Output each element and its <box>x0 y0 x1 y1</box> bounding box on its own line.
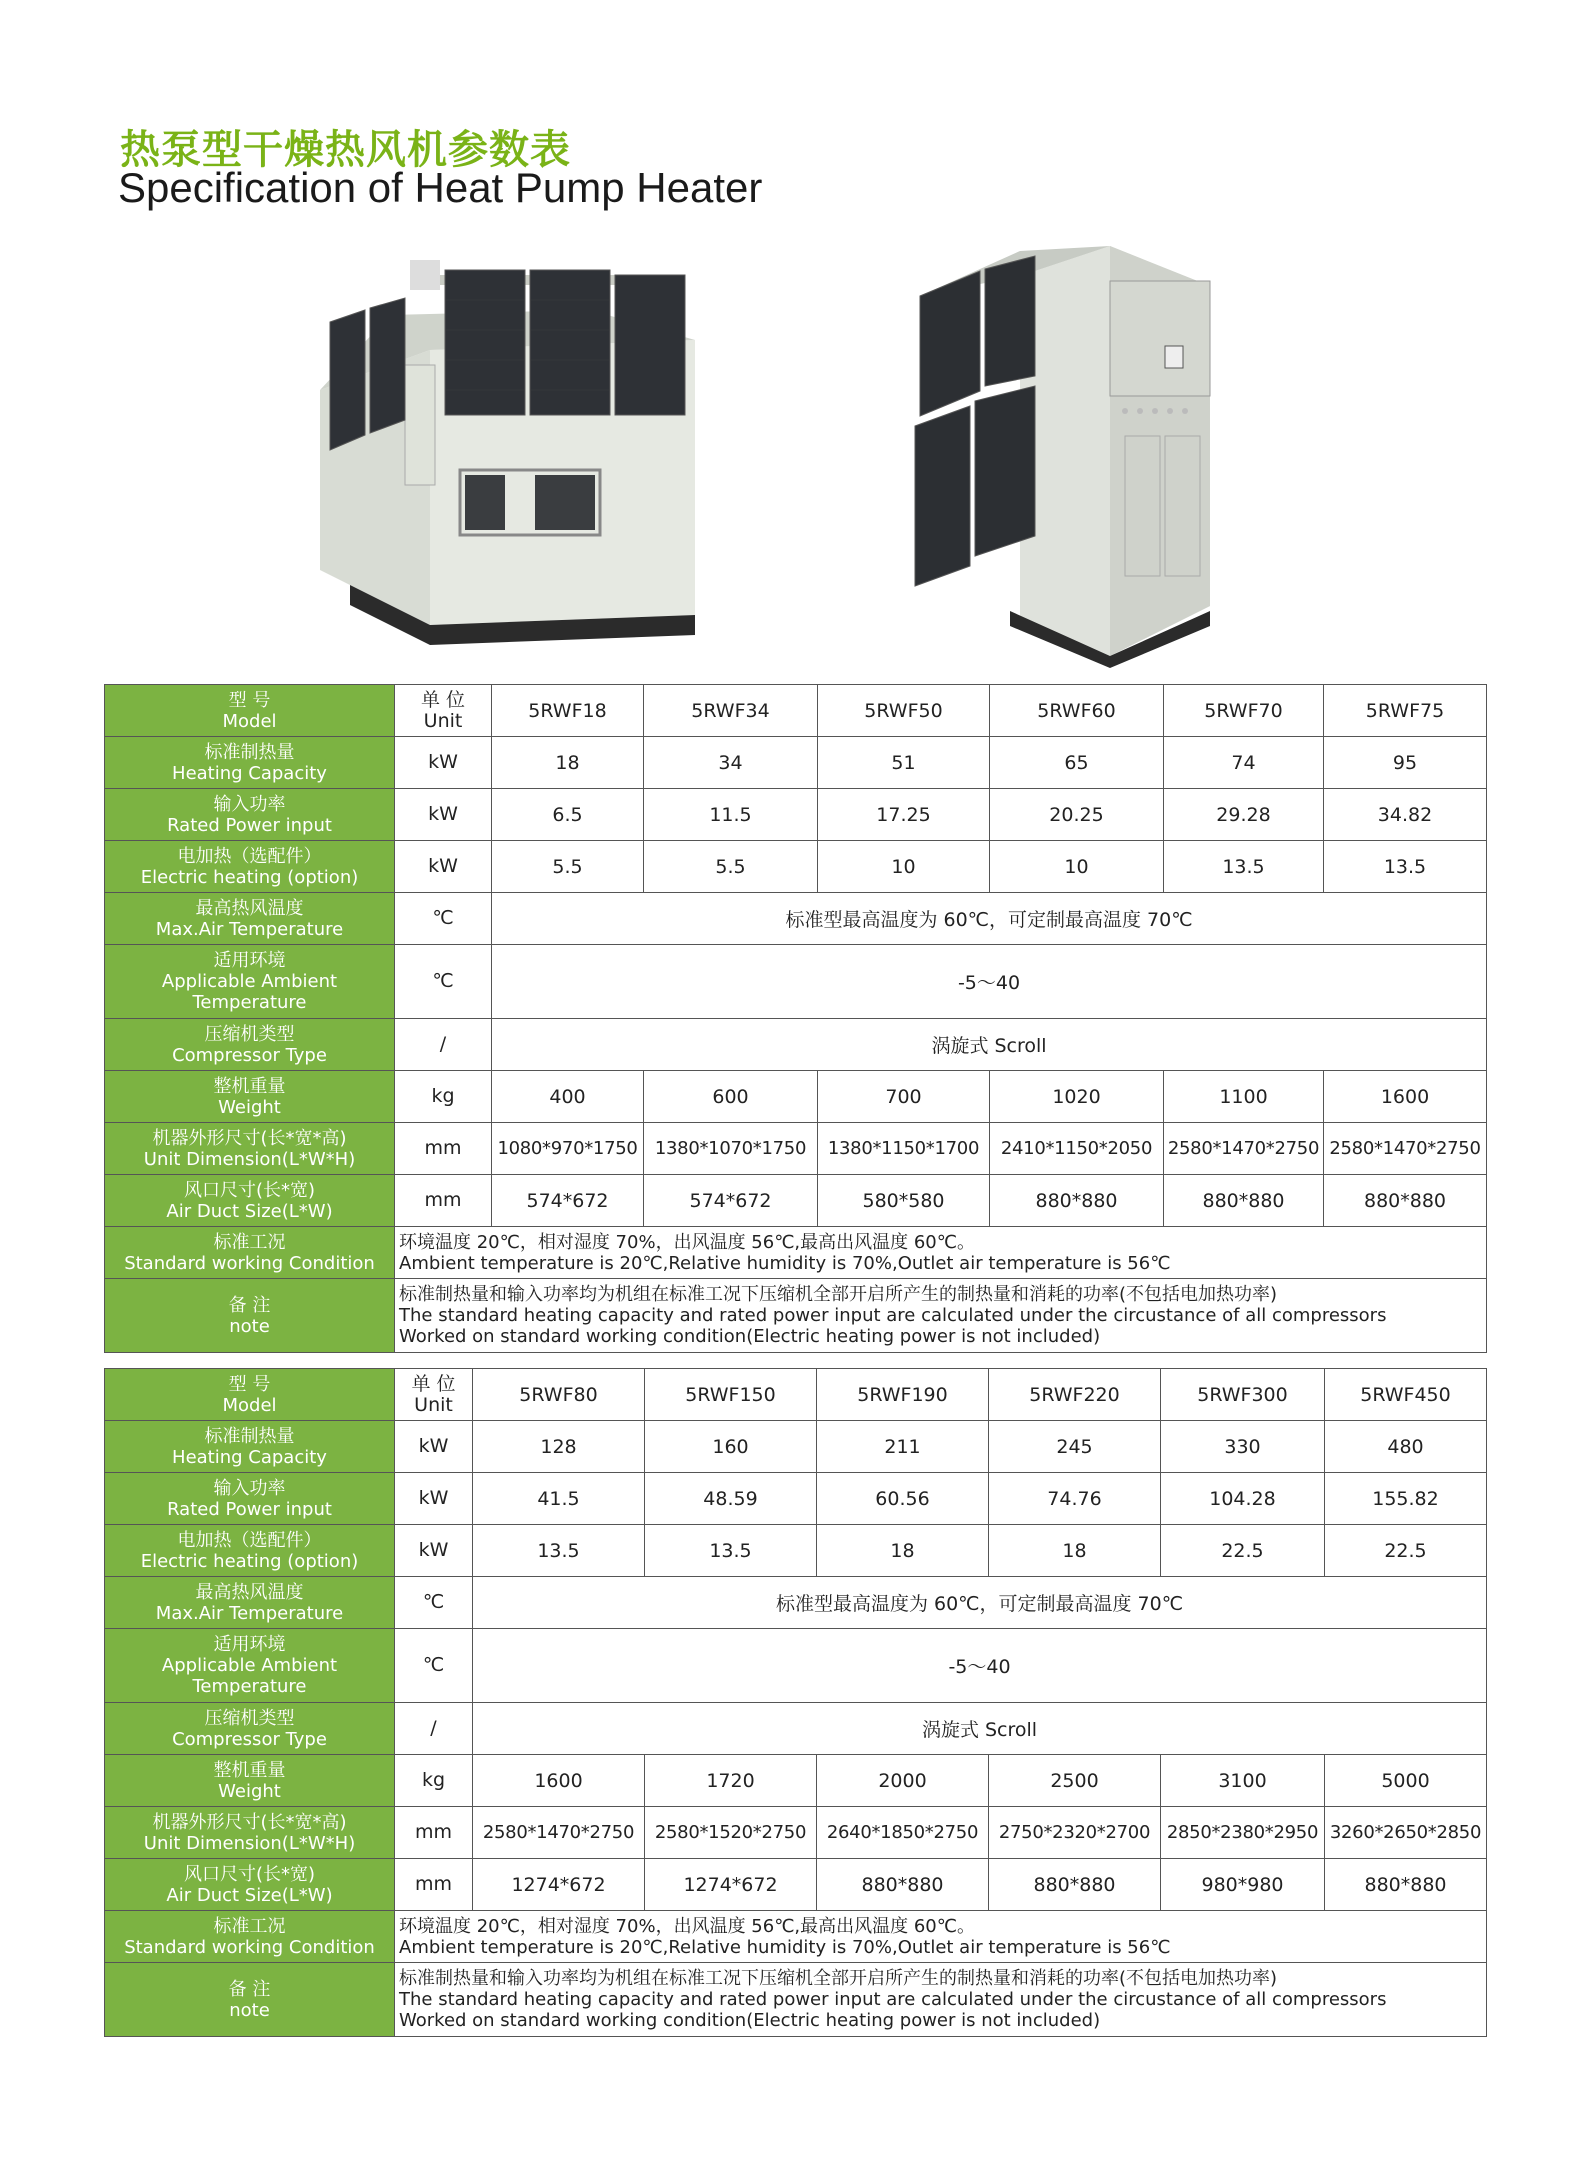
model-cell: 5RWF70 <box>1164 685 1324 737</box>
ambient-value: -5～40 <box>473 1629 1487 1703</box>
value-cell: 980*980 <box>1161 1859 1325 1911</box>
value-cell: 2000 <box>817 1755 989 1807</box>
value-cell: 29.28 <box>1164 789 1324 841</box>
unit-cell: / <box>395 1019 492 1071</box>
row-dimension <box>105 1123 1487 1175</box>
value-cell: 1274*672 <box>473 1859 645 1911</box>
value-cell: 5000 <box>1325 1755 1487 1807</box>
value-cell: 3100 <box>1161 1755 1325 1807</box>
unit-cell: kg <box>395 1071 492 1123</box>
page-title-cn: 热泵型干燥热风机参数表 <box>120 127 571 173</box>
row-condition <box>105 1227 1487 1279</box>
row-model <box>105 685 1487 737</box>
label-dimension: 机器外形尺寸(长*宽*高) Unit Dimension(L*W*H) <box>105 1807 395 1859</box>
label-weight: 整机重量 Weight <box>105 1071 395 1123</box>
value-cell: 34.82 <box>1324 789 1487 841</box>
label-power: 输入功率 Rated Power input <box>105 1473 395 1525</box>
row-ambient <box>105 945 1487 1019</box>
value-cell: 1080*970*1750 <box>492 1123 644 1175</box>
unit-cell: mm <box>395 1175 492 1227</box>
unit-cell: kW <box>395 789 492 841</box>
value-cell: 880*880 <box>1164 1175 1324 1227</box>
model-cell: 5RWF75 <box>1324 685 1487 737</box>
label-heating: 电加热（选配件） Electric heating (option) <box>105 841 395 893</box>
value-cell: 160 <box>645 1421 817 1473</box>
label-duct: 风口尺寸(长*宽) Air Duct Size(L*W) <box>105 1859 395 1911</box>
value-cell: 1600 <box>1324 1071 1487 1123</box>
value-cell: 1380*1070*1750 <box>644 1123 818 1175</box>
value-cell: 880*880 <box>1325 1859 1487 1911</box>
value-cell: 245 <box>989 1421 1161 1473</box>
label-model: 型 号 Model <box>105 1369 395 1421</box>
maxtemp-value: 标准型最高温度为 60℃，可定制最高温度 70℃ <box>473 1577 1487 1629</box>
value-cell: 155.82 <box>1325 1473 1487 1525</box>
value-cell: 13.5 <box>645 1525 817 1577</box>
value-cell: 574*672 <box>492 1175 644 1227</box>
model-cell: 5RWF450 <box>1325 1369 1487 1421</box>
unit-cell: ℃ <box>395 893 492 945</box>
value-cell: 95 <box>1324 737 1487 789</box>
label-maxtemp: 最高热风温度 Max.Air Temperature <box>105 1577 395 1629</box>
row-heating <box>105 1525 1487 1577</box>
value-cell: 74.76 <box>989 1473 1161 1525</box>
value-cell: 330 <box>1161 1421 1325 1473</box>
label-compressor: 压缩机类型 Compressor Type <box>105 1703 395 1755</box>
value-cell: 5.5 <box>492 841 644 893</box>
value-cell: 400 <box>492 1071 644 1123</box>
value-cell: 880*880 <box>1324 1175 1487 1227</box>
label-capacity: 标准制热量 Heating Capacity <box>105 1421 395 1473</box>
value-cell: 2850*2380*2950 <box>1161 1807 1325 1859</box>
value-cell: 880*880 <box>990 1175 1164 1227</box>
unit-header: 单 位 Unit <box>395 1369 473 1421</box>
value-cell: 2580*1520*2750 <box>645 1807 817 1859</box>
value-cell: 13.5 <box>1324 841 1487 893</box>
compressor-value: 涡旋式 Scroll <box>473 1703 1487 1755</box>
label-heating: 电加热（选配件） Electric heating (option) <box>105 1525 395 1577</box>
value-cell: 1380*1150*1700 <box>818 1123 990 1175</box>
value-cell: 1600 <box>473 1755 645 1807</box>
row-model <box>105 1369 1487 1421</box>
model-cell: 5RWF34 <box>644 685 818 737</box>
unit-cell: / <box>395 1703 473 1755</box>
row-compressor <box>105 1019 1487 1071</box>
row-capacity <box>105 737 1487 789</box>
value-cell: 2500 <box>989 1755 1161 1807</box>
product-photo-large-unit <box>310 240 710 660</box>
note-text: 标准制热量和输入功率均为机组在标准工况下压缩机全部开启所产生的制热量和消耗的功率(不包括电加热功率) The standard heating capacity and rated power input are calculated under the circustance of all compressors Worked on standard working condition(Electric heating power is not included) <box>395 1279 1487 1353</box>
unit-cell: kW <box>395 841 492 893</box>
condition-text: 环境温度 20℃，相对湿度 70%，出风温度 56℃,最高出风温度 60℃。 Ambient temperature is 20℃,Relative humidity is 70%,Outlet air temperature is 56℃ <box>395 1911 1487 1963</box>
row-condition <box>105 1911 1487 1963</box>
label-note: 备 注 note <box>105 1963 395 2037</box>
value-cell: 5.5 <box>644 841 818 893</box>
value-cell: 22.5 <box>1325 1525 1487 1577</box>
value-cell: 3260*2650*2850 <box>1325 1807 1487 1859</box>
model-cell: 5RWF300 <box>1161 1369 1325 1421</box>
value-cell: 13.5 <box>473 1525 645 1577</box>
row-power <box>105 1473 1487 1525</box>
unit-cell: mm <box>395 1123 492 1175</box>
compressor-value: 涡旋式 Scroll <box>492 1019 1487 1071</box>
unit-cell: mm <box>395 1807 473 1859</box>
label-power: 输入功率 Rated Power input <box>105 789 395 841</box>
value-cell: 880*880 <box>817 1859 989 1911</box>
row-maxtemp <box>105 893 1487 945</box>
note-text: 标准制热量和输入功率均为机组在标准工况下压缩机全部开启所产生的制热量和消耗的功率(不包括电加热功率) The standard heating capacity and rated power input are calculated under the circustance of all compressors Worked on standard working condition(Electric heating power is not included) <box>395 1963 1487 2037</box>
value-cell: 11.5 <box>644 789 818 841</box>
value-cell: 1020 <box>990 1071 1164 1123</box>
value-cell: 34 <box>644 737 818 789</box>
condition-text: 环境温度 20℃，相对湿度 70%，出风温度 56℃,最高出风温度 60℃。 Ambient temperature is 20℃,Relative humidity is 70%,Outlet air temperature is 56℃ <box>395 1227 1487 1279</box>
label-note: 备 注 note <box>105 1279 395 1353</box>
row-note <box>105 1963 1487 2037</box>
row-weight <box>105 1755 1487 1807</box>
row-capacity <box>105 1421 1487 1473</box>
value-cell: 574*672 <box>644 1175 818 1227</box>
unit-cell: kW <box>395 737 492 789</box>
value-cell: 2580*1470*2750 <box>1324 1123 1487 1175</box>
value-cell: 211 <box>817 1421 989 1473</box>
row-dimension <box>105 1807 1487 1859</box>
spec-table-2 <box>104 1368 1487 2037</box>
value-cell: 18 <box>989 1525 1161 1577</box>
model-cell: 5RWF190 <box>817 1369 989 1421</box>
row-power <box>105 789 1487 841</box>
value-cell: 6.5 <box>492 789 644 841</box>
row-duct <box>105 1859 1487 1911</box>
unit-cell: mm <box>395 1859 473 1911</box>
value-cell: 1720 <box>645 1755 817 1807</box>
value-cell: 580*580 <box>818 1175 990 1227</box>
unit-cell: ℃ <box>395 1577 473 1629</box>
unit-cell: kW <box>395 1525 473 1577</box>
label-ambient: 适用环境 Applicable Ambient Temperature <box>105 1629 395 1703</box>
value-cell: 2580*1470*2750 <box>473 1807 645 1859</box>
row-ambient <box>105 1629 1487 1703</box>
value-cell: 60.56 <box>817 1473 989 1525</box>
unit-cell: kW <box>395 1473 473 1525</box>
spec-table-1 <box>104 684 1487 1353</box>
model-cell: 5RWF80 <box>473 1369 645 1421</box>
label-weight: 整机重量 Weight <box>105 1755 395 1807</box>
value-cell: 2580*1470*2750 <box>1164 1123 1324 1175</box>
row-heating <box>105 841 1487 893</box>
row-duct <box>105 1175 1487 1227</box>
value-cell: 480 <box>1325 1421 1487 1473</box>
value-cell: 20.25 <box>990 789 1164 841</box>
label-condition: 标准工况 Standard working Condition <box>105 1911 395 1963</box>
value-cell: 41.5 <box>473 1473 645 1525</box>
unit-header: 单 位 Unit <box>395 685 492 737</box>
value-cell: 18 <box>817 1525 989 1577</box>
value-cell: 1274*672 <box>645 1859 817 1911</box>
label-dimension: 机器外形尺寸(长*宽*高) Unit Dimension(L*W*H) <box>105 1123 395 1175</box>
value-cell: 51 <box>818 737 990 789</box>
value-cell: 74 <box>1164 737 1324 789</box>
unit-cell: ℃ <box>395 1629 473 1703</box>
value-cell: 2640*1850*2750 <box>817 1807 989 1859</box>
label-ambient: 适用环境 Applicable Ambient Temperature <box>105 945 395 1019</box>
maxtemp-value: 标准型最高温度为 60℃，可定制最高温度 70℃ <box>492 893 1487 945</box>
model-cell: 5RWF50 <box>818 685 990 737</box>
value-cell: 128 <box>473 1421 645 1473</box>
unit-cell: kg <box>395 1755 473 1807</box>
label-capacity: 标准制热量 Heating Capacity <box>105 737 395 789</box>
label-model: 型 号 Model <box>105 685 395 737</box>
value-cell: 104.28 <box>1161 1473 1325 1525</box>
value-cell: 2750*2320*2700 <box>989 1807 1161 1859</box>
value-cell: 1100 <box>1164 1071 1324 1123</box>
model-cell: 5RWF220 <box>989 1369 1161 1421</box>
value-cell: 48.59 <box>645 1473 817 1525</box>
model-cell: 5RWF18 <box>492 685 644 737</box>
value-cell: 880*880 <box>989 1859 1161 1911</box>
unit-cell: kW <box>395 1421 473 1473</box>
value-cell: 65 <box>990 737 1164 789</box>
row-compressor <box>105 1703 1487 1755</box>
label-maxtemp: 最高热风温度 Max.Air Temperature <box>105 893 395 945</box>
model-cell: 5RWF150 <box>645 1369 817 1421</box>
value-cell: 10 <box>818 841 990 893</box>
unit-cell: ℃ <box>395 945 492 1019</box>
value-cell: 600 <box>644 1071 818 1123</box>
value-cell: 22.5 <box>1161 1525 1325 1577</box>
row-weight <box>105 1071 1487 1123</box>
product-photo-tall-unit <box>910 236 1235 668</box>
value-cell: 2410*1150*2050 <box>990 1123 1164 1175</box>
row-note <box>105 1279 1487 1353</box>
model-cell: 5RWF60 <box>990 685 1164 737</box>
label-duct: 风口尺寸(长*宽) Air Duct Size(L*W) <box>105 1175 395 1227</box>
page-title-en: Specification of Heat Pump Heater <box>118 164 763 211</box>
value-cell: 13.5 <box>1164 841 1324 893</box>
value-cell: 18 <box>492 737 644 789</box>
value-cell: 17.25 <box>818 789 990 841</box>
label-compressor: 压缩机类型 Compressor Type <box>105 1019 395 1071</box>
value-cell: 10 <box>990 841 1164 893</box>
ambient-value: -5～40 <box>492 945 1487 1019</box>
row-maxtemp <box>105 1577 1487 1629</box>
value-cell: 700 <box>818 1071 990 1123</box>
label-condition: 标准工况 Standard working Condition <box>105 1227 395 1279</box>
